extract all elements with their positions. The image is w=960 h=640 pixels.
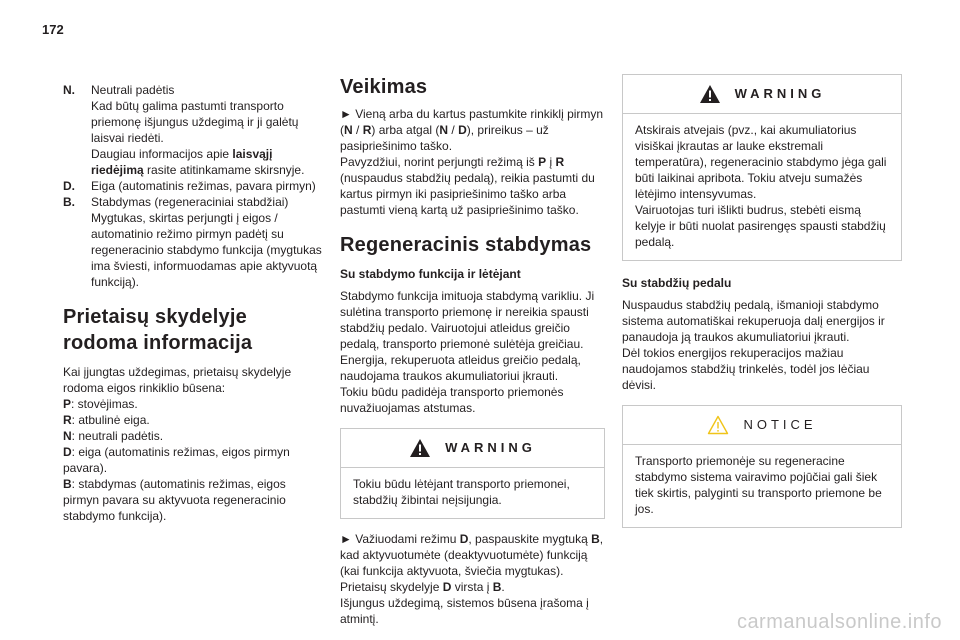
text-run: / [352, 123, 363, 137]
state-line [63, 428, 325, 444]
text-run: ► Vieną arba du kartus pastumkite rinkiklį pirmyn ( [340, 107, 604, 137]
item-text-tail: rasite atitinkamame skirsnyje. [143, 163, 305, 177]
item-text-main: Neutrali padėtis Kad būtų galima pastumti transporto priemonę išjungus uždegimą ir ji galėtų laisvai riedėti. Daugiau informacijos apie [91, 83, 299, 161]
state-line [63, 396, 325, 412]
state-text: : stabdymas (automatinis režimas, eigos pirmyn pavara su aktyvuota regeneracinio stabdymo funkcija). [63, 477, 286, 523]
text-run: virsta į [451, 580, 493, 594]
item-text [91, 82, 325, 178]
notice-icon [707, 415, 729, 435]
text-bold: B [492, 580, 502, 594]
notice-title: NOTICE [743, 417, 817, 432]
paragraph [340, 531, 605, 627]
selector-positions-list [63, 82, 325, 290]
intro-text: Kai įjungtas uždegimas, prietaisų skydelyje rodoma eigos rinkiklio būsena: [63, 365, 292, 395]
text-bold: B [591, 532, 600, 546]
states-block [63, 364, 325, 524]
page-number: 172 [42, 22, 64, 37]
warning-icon [699, 84, 721, 104]
text-run: Išjungus uždegimą, sistemos būsena įrašoma į atmintį. [340, 596, 589, 626]
text-bold: P [538, 155, 547, 169]
list-item [63, 178, 325, 194]
text-run: , kad aktyvuotumėte (deaktyvuotumėte) funkciją (kai funkcija aktyvuota, šviečia mygtukas). [340, 532, 604, 578]
text-run: (nuspaudus stabdžių pedalą), reikia pastumti du kartus pirmyn iki pasipriešinimo taško arba pastumti vieną kartą už pasipriešinimo taško. [340, 171, 595, 217]
text-bold: D [458, 123, 467, 137]
item-text: Stabdymas (regeneraciniai stabdžiai) Mygtukas, skirtas perjungti į eigos / automatinio režimo pirmyn padėtį su regeneracinio stabdymo funkcija (mygtukas ima šviesti, informuodamas apie aktyvuotą funkciją). [91, 195, 322, 289]
text-run: ► Važiuodami režimu [340, 532, 460, 546]
notice-box [622, 405, 902, 528]
warning-text: Tokiu būdu lėtėjant transporto priemonei, stabdžių žibintai neįsijungia. [353, 477, 570, 507]
state-line [63, 476, 325, 524]
text-bold: N [344, 123, 353, 137]
text-run: Prietaisų skydelyje [340, 580, 443, 594]
list-item [63, 194, 325, 290]
text-bold: N [439, 123, 449, 137]
list-item [63, 82, 325, 178]
state-text: : atbulinė eiga. [71, 413, 150, 427]
subheading: Su stabdymo funkcija ir lėtėjant [340, 267, 521, 281]
state-key: P [63, 397, 72, 411]
page-header [0, 0, 960, 62]
notice-text: Transporto priemonėje su regeneracine stabdymo sistema vairavimo pojūčiai gali šiek tiek skirtis, palyginti su transporto priemone be jos. [635, 454, 882, 516]
paragraph: Nuspaudus stabdžių pedalą, išmanioji stabdymo sistema automatiškai rekuperuoja dalį energijos ir panaudoja ją traukos akumuliatoriui įkrauti. Dėl tokios energijos rekuperacijos mažiau naudojamos stabdžių trinkelės, todėl jos lėčiau dėvisi. [622, 298, 885, 392]
text-bold: R [362, 123, 372, 137]
text-run: ), prireikus – už pasipriešinimo taško. [340, 123, 549, 153]
column-2 [340, 74, 605, 627]
column-1 [63, 82, 325, 524]
text-run: . [501, 580, 505, 594]
paragraph [340, 106, 605, 218]
text-run: į [546, 155, 556, 169]
item-key: D. [63, 179, 75, 193]
paragraph: Stabdymo funkcija imituoja stabdymą varikliu. Ji sulėtina transporto priemonę ir nereikia spausti stabdžių pedalo. Vairuotojui atleidus greičio pedalą, transporto priemonė sulėtėja greičiau. Energija, rekuperuota atleidus greičio pedalą, naudojama traukos akumuliatoriui įkrauti. Tokiu būdu padidėja transporto priemonės nuvažiuojamas atstumas. [340, 289, 595, 415]
text-bold: D [459, 532, 469, 546]
section-heading: Regeneracinis stabdymas [340, 234, 592, 256]
state-key: R [63, 413, 72, 427]
item-key: N. [63, 83, 75, 97]
text-bold: R [555, 155, 565, 169]
state-text: : neutrali padėtis. [71, 429, 164, 443]
text-run: ) arba atgal ( [371, 123, 440, 137]
column-3 [622, 74, 902, 528]
state-key: D [63, 445, 72, 459]
warning-header [341, 429, 604, 468]
state-line [63, 444, 325, 476]
section-heading: Veikimas [340, 76, 428, 98]
warning-title: WARNING [734, 86, 826, 101]
state-key: B [63, 477, 72, 491]
warning-text: Atskirais atvejais (pvz., kai akumuliatorius visiškai įkrautas ar lauke ekstremali temperatūra), regeneracinio stabdymo jėga gali būti laikinai apribota. Tokiu atveju sumažės lėtėjimo intensyvumas. Vairuotojas turi išlikti budrus, stebėti eismą kelyje ir būti nuolat pasirengęs spausti stabdžių pedalą. [635, 123, 887, 249]
text-run: , paspauskite mygtuką [468, 532, 592, 546]
subheading: Su stabdžių pedalu [622, 276, 732, 290]
notice-header [623, 406, 901, 445]
warning-box [340, 428, 605, 519]
state-key: N [63, 429, 72, 443]
state-line [63, 412, 325, 428]
item-text: Eiga (automatinis režimas, pavara pirmyn) [91, 179, 316, 193]
text-bold: D [442, 580, 452, 594]
item-text-bold: laisvąjį riedėjimą [91, 147, 273, 177]
item-key: B. [63, 195, 75, 209]
state-text: : eiga (automatinis režimas, eigos pirmyn pavara). [63, 445, 290, 475]
text-run: / [448, 123, 459, 137]
text-run: Pavyzdžiui, norint perjungti režimą iš [340, 155, 539, 169]
watermark-text: carmanualsonline.info [736, 611, 942, 633]
warning-header [623, 75, 901, 114]
state-text: : stovėjimas. [71, 397, 138, 411]
warning-title: WARNING [445, 440, 536, 455]
section-heading: Prietaisų skydelyje rodoma informacija [63, 306, 253, 354]
warning-icon [409, 438, 431, 458]
warning-box [622, 74, 902, 261]
